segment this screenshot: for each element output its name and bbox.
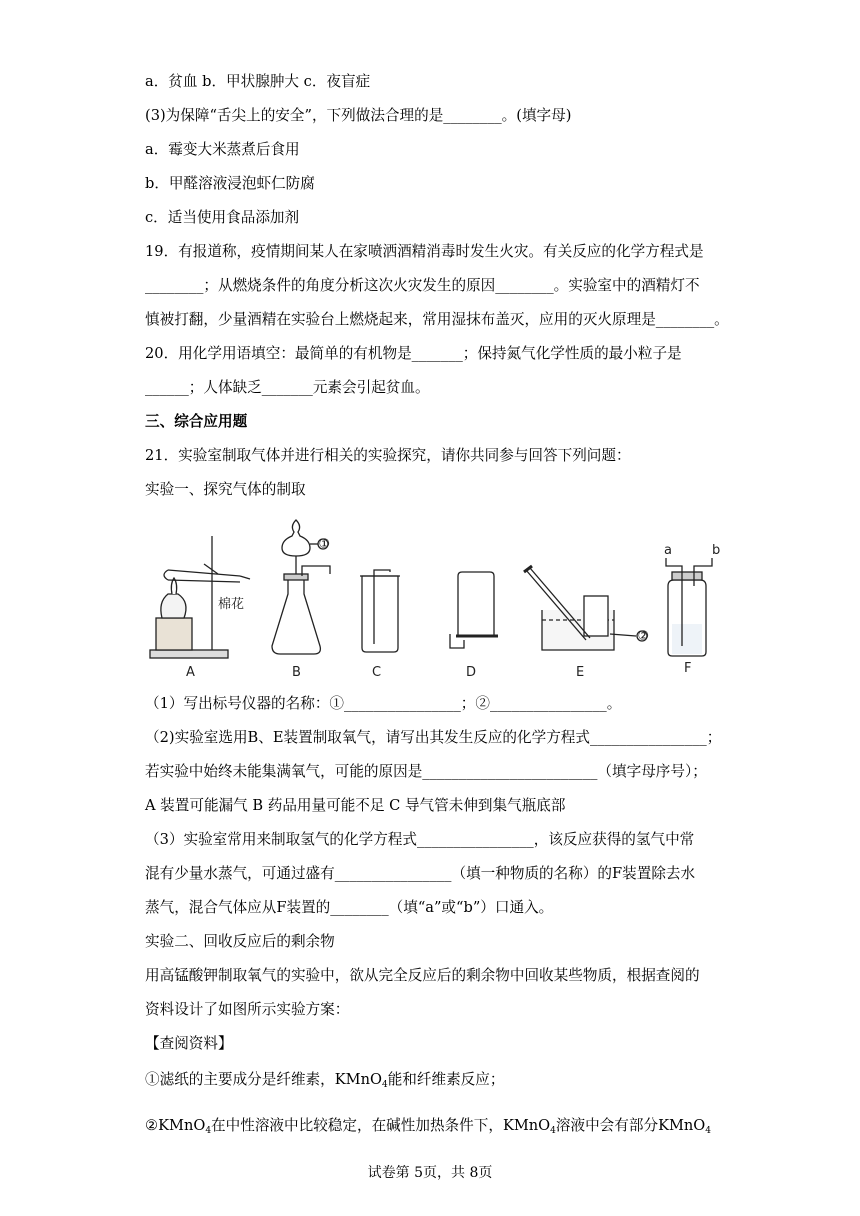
reference-item-1 xyxy=(145,1070,504,1095)
text-line: ______；人体缺乏_______元素会引起贫血。 xyxy=(145,379,430,396)
chem-formula: KMnO$_4$ xyxy=(158,1117,212,1136)
section-heading: 三、综合应用题 xyxy=(145,413,248,430)
text-line: 混有少量水蒸气，可通过盛有________________（填一种物质的名称）的F装置除去水 xyxy=(145,865,696,882)
question-3: (3)为保障“舌尖上的安全”，下列做法合理的是________。(填字母) xyxy=(145,107,572,124)
apparatus-f xyxy=(664,543,720,676)
label-f: F xyxy=(684,661,692,676)
cotton-label: 棉花 xyxy=(218,597,245,612)
label-a: A xyxy=(186,665,195,680)
text-segment: 能和纤维素反应； xyxy=(387,1071,505,1088)
label-b: B xyxy=(292,665,301,680)
text-line: ________；从燃烧条件的角度分析这次火灾发生的原因________。实验室中的酒精灯不 xyxy=(145,277,700,294)
text-segment: 在中性溶液中比较稳定，在碱性加热条件下， xyxy=(211,1117,503,1134)
label-d: D xyxy=(466,665,477,680)
text-segment: ①滤纸的主要成分是纤维素， xyxy=(145,1071,335,1088)
question-21-2: （2)实验室选用B、E装置制取氧气，请写出其发生反应的化学方程式________________； xyxy=(145,729,722,746)
text-segment: 溶液中会有部分 xyxy=(555,1117,659,1134)
option-a: a．霉变大米蒸煮后食用 xyxy=(145,141,300,158)
mark-2: ② xyxy=(637,629,650,644)
apparatus-b xyxy=(272,520,330,680)
reference-item-2 xyxy=(145,1116,711,1141)
text-line: 若实验中始终未能集满氧气，可能的原因是________________________（填字母序号）； xyxy=(145,763,707,780)
answer-options: A 装置可能漏气 B 药品用量可能不足 C 导气管未伸到集气瓶底部 xyxy=(145,797,566,814)
page-footer: 试卷第 5页，共 8页 xyxy=(367,1165,493,1181)
reference-heading: 【查阅资料】 xyxy=(145,1035,233,1052)
apparatus-figure xyxy=(148,516,728,684)
chem-formula: KMnO$_4$ xyxy=(502,1117,556,1136)
label-e: E xyxy=(576,665,585,680)
text-line: 用高锰酸钾制取氧气的实验中，欲从完全反应后的剩余物中回收某些物质，根据查阅的 xyxy=(145,967,700,984)
mark-1: ① xyxy=(318,537,331,552)
label-c: C xyxy=(372,665,382,680)
text-line: 慎被打翻，少量酒精在实验台上燃烧起来，常用湿抹布盖灭，应用的灭火原理是________。 xyxy=(145,311,729,328)
option-c: c．适当使用食品添加剂 xyxy=(145,209,300,226)
apparatus-c xyxy=(360,570,400,680)
chem-formula: KMnO$_4$ xyxy=(334,1071,388,1090)
experiment-1-title: 实验一、探究气体的制取 xyxy=(145,481,306,498)
text-segment: ② xyxy=(145,1117,159,1134)
question-19: 19．有报道称，疫情期间某人在家喷洒酒精消毒时发生火灾。有关反应的化学方程式是 xyxy=(145,243,704,260)
question-21-3: （3）实验室常用来制取氢气的化学方程式________________，该反应获得的氢气中常 xyxy=(145,831,695,848)
port-a-label: a xyxy=(664,543,672,558)
option-b: b．甲醛溶液浸泡虾仁防腐 xyxy=(145,175,315,192)
apparatus-a xyxy=(150,536,250,680)
text-line: 蒸气，混合气体应从F装置的________（填“a”或“b”）口通入。 xyxy=(145,899,554,916)
text-line: 资料设计了如图所示实验方案： xyxy=(145,1001,350,1018)
question-20: 20．用化学用语填空：最简单的有机物是_______；保持氮气化学性质的最小粒子是 xyxy=(145,345,682,362)
question-21-1: （1）写出标号仪器的名称：①________________；②________________。 xyxy=(145,695,622,712)
question-21: 21．实验室制取气体并进行相关的实验探究，请你共同参与回答下列问题： xyxy=(145,447,631,464)
port-b-label: b xyxy=(712,543,721,558)
experiment-2-title: 实验二、回收反应后的剩余物 xyxy=(145,933,335,950)
text-line: a．贫血 b．甲状腺肿大 c．夜盲症 xyxy=(145,73,371,90)
apparatus-d xyxy=(450,572,498,680)
chem-formula: KMnO$_4$ xyxy=(658,1117,712,1136)
apparatus-e xyxy=(524,566,649,680)
